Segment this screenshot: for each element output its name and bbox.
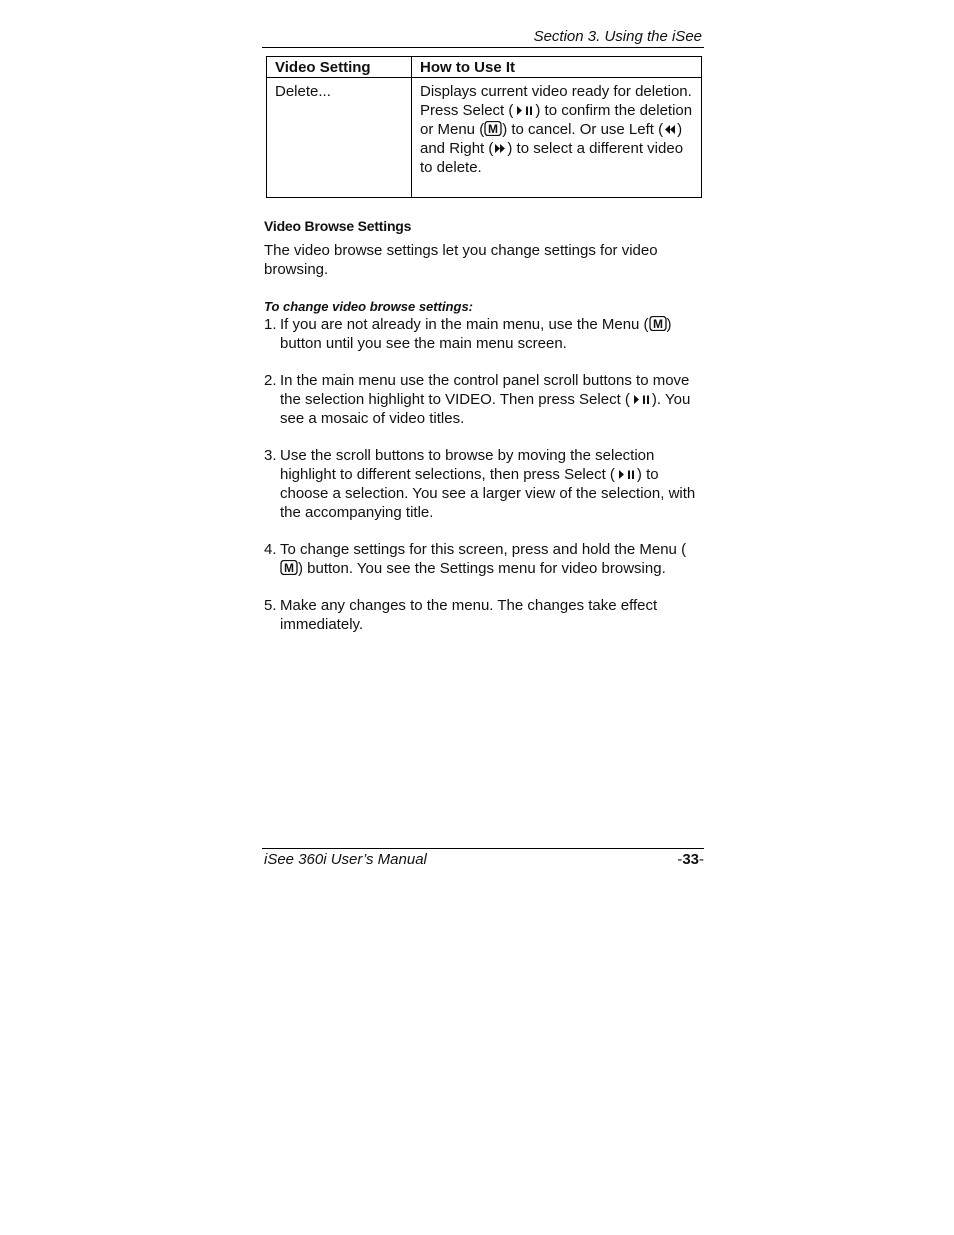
svg-text:M: M: [652, 317, 663, 331]
play-pause-icon: [513, 104, 535, 117]
play-pause-icon: [630, 393, 652, 406]
svg-text:M: M: [488, 122, 499, 136]
page-number: -33-: [677, 851, 704, 868]
header-rule: [262, 47, 704, 48]
list-item: 5. Make any changes to the menu. The changes take effect immediately.: [264, 597, 658, 633]
menu-m-icon: [484, 121, 502, 136]
col-header-how-to-use: How to Use It: [412, 57, 702, 78]
rewind-icon: [663, 123, 677, 136]
procedure-title: To change video browse settings:: [264, 299, 473, 314]
list-item: 4. To change settings for this screen, press and hold the Menu ( M ) button. You see the Settings menu for video browsing.: [264, 541, 687, 577]
menu-m-icon: [280, 560, 298, 575]
play-pause-icon: [615, 468, 637, 481]
list-item: 2. In the main menu use the control panel scroll buttons to move the selection highlight to VIDEO. Then press Select ( ). You see a mosaic of video titles.: [264, 372, 691, 427]
table-row: [267, 78, 702, 198]
footer-manual-title: iSee 360i User’s Manual: [264, 851, 427, 868]
setting-name: Delete...: [267, 78, 412, 198]
list-item: 3. Use the scroll buttons to browse by moving the selection highlight to different selections, then press Select ( ) to choose a selection. You see a larger view of the selection, with the accompanying title.: [264, 447, 696, 521]
steps-list: [264, 315, 696, 634]
section-header: Section 3. Using the iSee: [533, 28, 702, 45]
section-title: Video Browse Settings: [264, 218, 412, 234]
settings-table: [266, 56, 702, 198]
footer-rule: [262, 848, 704, 849]
list-item: 1. If you are not already in the main menu, use the Menu ( M ) button until you see the main menu screen.: [264, 316, 672, 352]
section-intro: The video browse settings let you change settings for video browsing.: [264, 242, 658, 278]
col-header-video-setting: Video Setting: [267, 57, 412, 78]
fast-forward-icon: [493, 142, 507, 155]
svg-text:M: M: [284, 561, 294, 575]
menu-m-icon: [649, 316, 667, 331]
setting-description: Displays current video ready for deletion. Press Select ( ) to confirm the deletion or Menu ( M ) to cancel. Or use Left ( ) and Right ( ) to select a different video to delete.: [412, 78, 702, 198]
table-header-row: [267, 57, 702, 78]
